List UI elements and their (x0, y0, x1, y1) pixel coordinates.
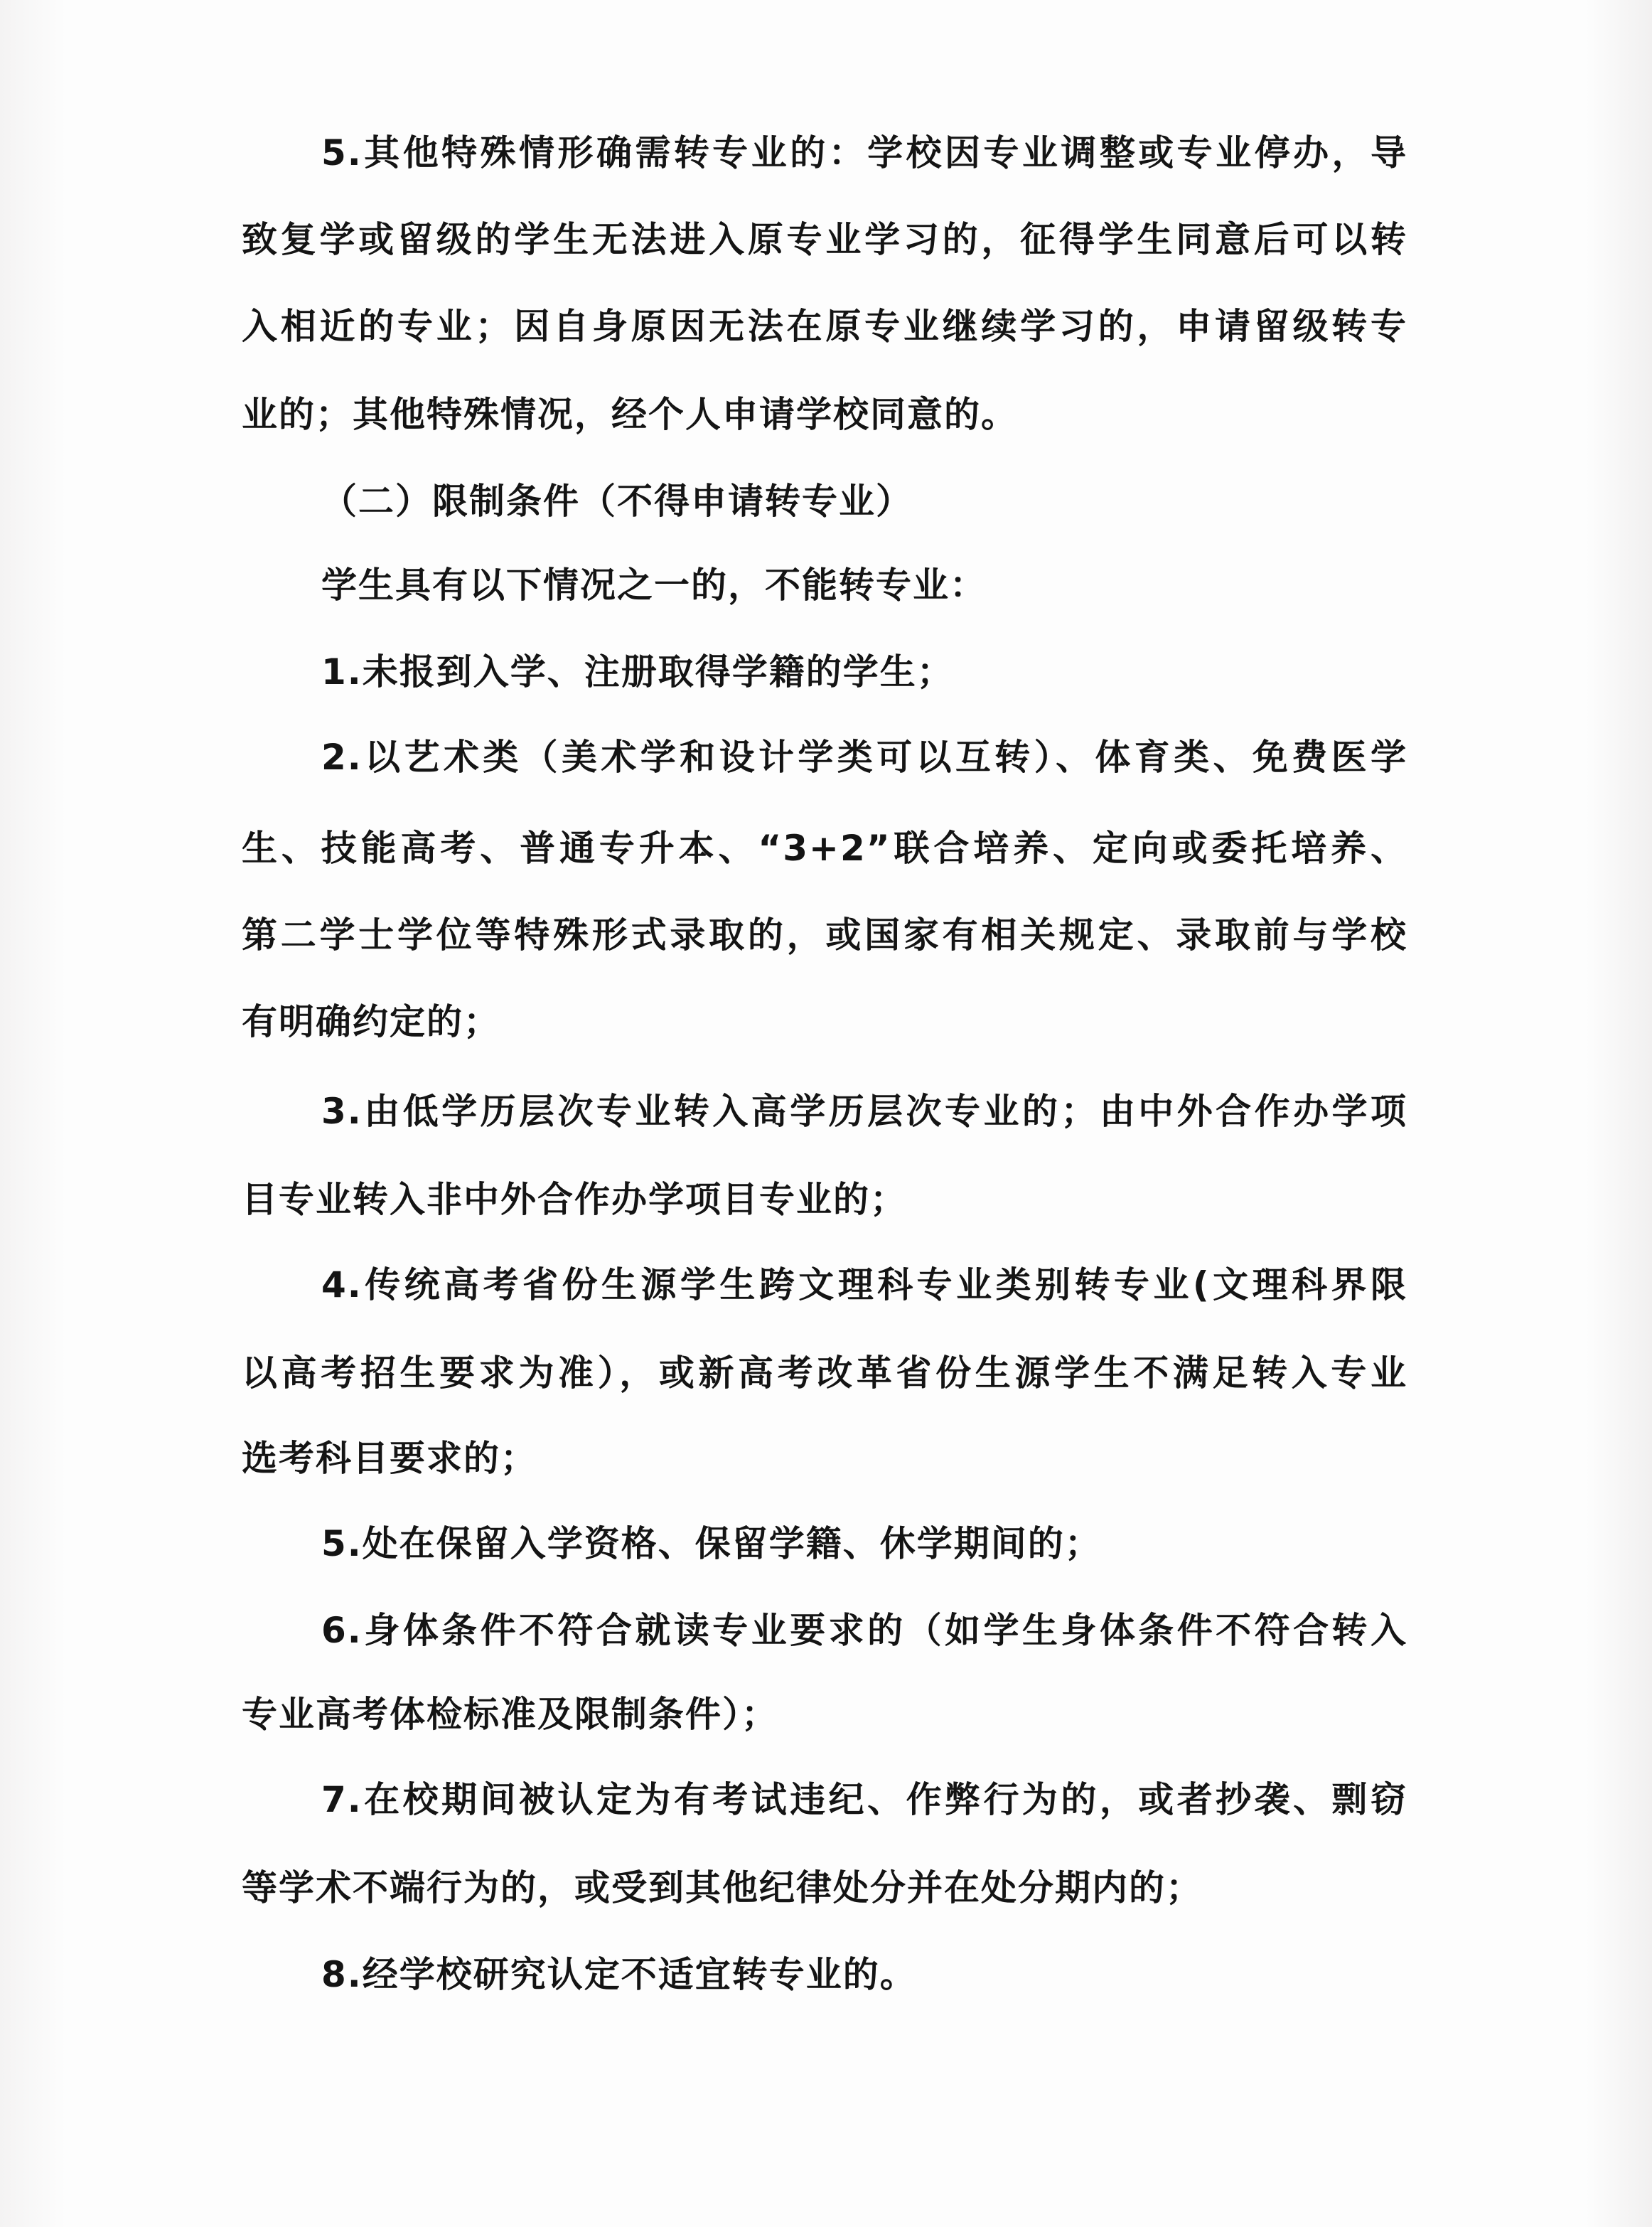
paragraph-9-line-0: 7.在校期间被认定为有考试违纪、作弊行为的，或者抄袭、剽窃 (321, 1779, 1407, 1820)
paragraph-4-line-3: 有明确约定的； (242, 1001, 500, 1042)
paragraph-4-line-2: 第二学士学位等特殊形式录取的，或国家有相关规定、录取前与学校 (242, 914, 1407, 956)
paragraph-0-line-3: 业的；其他特殊情况，经个人申请学校同意的。 (242, 394, 1018, 435)
paragraph-6-line-1: 以高考招生要求为准），或新高考改革省份生源学生不满足转入专业 (242, 1352, 1407, 1394)
paragraph-2-line-0: 学生具有以下情况之一的，不能转专业： (321, 565, 987, 606)
paragraph-5-line-0: 3.由低学历层次专业转入高学历层次专业的；由中外合作办学项 (321, 1091, 1407, 1132)
paragraph-0-line-0: 5.其他特殊情形确需转专业的：学校因专业调整或专业停办，导 (321, 132, 1407, 173)
paragraph-3-line-0: 1.未报到入学、注册取得学籍的学生； (321, 651, 954, 693)
paragraph-8-line-1: 专业高考体检标准及限制条件）； (242, 1694, 778, 1735)
paragraph-0-line-2: 入相近的专业；因自身原因无法在原专业继续学习的，申请留级转专 (242, 306, 1407, 347)
paragraph-7-line-0: 5.处在保留入学资格、保留学籍、休学期间的； (321, 1523, 1102, 1564)
paragraph-6-line-2: 选考科目要求的； (242, 1438, 537, 1479)
paragraph-0-line-1: 致复学或留级的学生无法进入原专业学习的，征得学生同意后可以转 (242, 219, 1407, 260)
paragraph-5-line-1: 目专业转入非中外合作办学项目专业的； (242, 1179, 907, 1220)
paragraph-8-line-0: 6.身体条件不符合就读专业要求的（如学生身体条件不符合转入 (321, 1610, 1407, 1651)
paragraph-9-line-1: 等学术不端行为的，或受到其他纪律处分并在处分期内的； (242, 1867, 1203, 1908)
paragraph-6-line-0: 4.传统高考省份生源学生跨文理科专业类别转专业(文理科界限 (321, 1264, 1407, 1305)
paragraph-4-line-0: 2.以艺术类（美术学和设计学类可以互转）、体育类、免费医学 (321, 737, 1407, 778)
paragraph-4-line-1: 生、技能高考、普通专升本、“3+2”联合培养、定向或委托培养、 (242, 828, 1407, 869)
paragraph-1-line-0: （二）限制条件（不得申请转专业） (321, 481, 913, 522)
paragraph-10-line-0: 8.经学校研究认定不适宜转专业的。 (321, 1954, 917, 1995)
